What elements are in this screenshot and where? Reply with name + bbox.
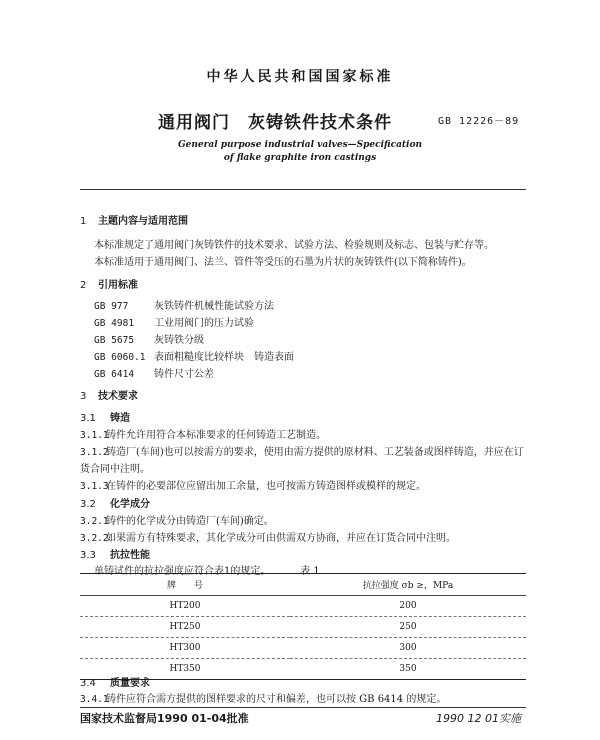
subsection-3-4-heading	[80, 674, 150, 689]
clause-3-2-2	[80, 529, 456, 544]
table-row	[80, 617, 526, 638]
clause-number: 3.1.1	[80, 430, 109, 441]
clause-text: 铸件允许用符合本标准要求的任何铸造工艺制造。	[106, 430, 326, 441]
clause-number: 3.4.1	[80, 694, 109, 705]
clause-number: 3.2.2	[80, 533, 109, 544]
table-1-caption: 表 1	[300, 566, 320, 577]
clause-3-2-1	[80, 512, 274, 527]
document-title-zh: 通用阀门 灰铸铁件技术条件	[158, 113, 392, 133]
reference-item	[94, 365, 214, 380]
clause-text: 铸件的化学成分由铸造厂(车间)确定。	[106, 516, 274, 527]
grade-cell: HT200	[80, 596, 290, 617]
strength-cell: 250	[290, 617, 526, 638]
clause-number: 3.1.3	[80, 481, 109, 492]
strength-cell: 200	[290, 596, 526, 617]
reference-title: 灰铸铁分级	[154, 335, 204, 346]
reference-code: GB 6060.1	[94, 352, 146, 363]
grade-cell: HT300	[80, 638, 290, 659]
table-1	[80, 573, 526, 680]
reference-item	[94, 297, 274, 312]
table-header-row	[80, 574, 526, 596]
reference-item	[94, 314, 254, 329]
reference-code: GB 6414	[94, 369, 135, 380]
reference-title: 灰铁铸件机械性能试验方法	[154, 301, 274, 312]
subsection-title: 抗拉性能	[110, 550, 150, 561]
clause-number: 3.1.2	[80, 447, 109, 458]
column-header-tensile-strength: 抗拉强度 σb ≥，MPa	[290, 574, 526, 596]
section-title: 主题内容与适用范围	[98, 216, 188, 227]
document-title-en-line2: of flake graphite iron castings	[223, 153, 377, 163]
clause-3-4-1	[80, 690, 446, 705]
clause-text-line-1: 铸造厂(车间)也可以按需方的要求，使用由需方提供的原材料、工艺装备或图样铸造，并应在订	[106, 447, 524, 458]
subsection-3-1-heading	[80, 409, 130, 424]
standard-category-title: 中华人民共和国国家标准	[206, 69, 394, 85]
clause-3-1-1	[80, 426, 326, 441]
section-1-paragraph-2: 本标准适用于通用阀门、法兰、管件等受压的石墨为片状的灰铸铁件(以下简称铸件)。	[94, 257, 472, 268]
table-row	[80, 596, 526, 617]
section-1-heading	[80, 212, 188, 227]
reference-title: 表面粗糙度比较样块 铸造表面	[154, 352, 294, 363]
reference-item	[94, 348, 294, 363]
grade-cell: HT350	[80, 659, 290, 680]
reference-title: 铸件尺寸公差	[154, 369, 214, 380]
strength-cell: 300	[290, 638, 526, 659]
reference-code: GB 977	[94, 301, 129, 312]
section-1-paragraph-1: 本标准规定了通用阀门灰铸铁件的技术要求、试验方法、检验规则及标志、包装与贮存等。	[94, 240, 494, 251]
section-number: 2	[80, 280, 87, 291]
section-number: 1	[80, 216, 87, 227]
table-row	[80, 638, 526, 659]
footer-divider	[80, 707, 526, 708]
subsection-number: 3.4	[80, 678, 96, 689]
subsection-title: 铸造	[110, 413, 130, 424]
standard-code: GB 12226－89	[438, 116, 520, 127]
header-divider	[80, 189, 526, 190]
subsection-3-2-heading	[80, 495, 150, 510]
approval-line: 国家技术监督局1990 01-04批准	[80, 712, 249, 725]
reference-item	[94, 331, 204, 346]
section-2-heading	[80, 276, 138, 291]
document-title-en-line1: General purpose industrial valves—Specification	[177, 140, 423, 150]
subsection-3-3-paragraph: 单铸试件的抗拉强度应符合表1的规定。	[94, 566, 271, 577]
section-number: 3	[80, 391, 87, 402]
reference-title: 工业用阀门的压力试验	[154, 318, 254, 329]
clause-3-1-2-continued: 货合同中注明。	[80, 464, 150, 475]
clause-text: 在铸件的必要部位应留出加工余量，也可按需方铸造图样或模样的规定。	[106, 481, 426, 492]
strength-cell: 350	[290, 659, 526, 680]
implementation-date: 1990 12 01实施	[436, 712, 521, 725]
reference-code: GB 4981	[94, 318, 135, 329]
subsection-number: 3.3	[80, 550, 96, 561]
section-3-heading	[80, 387, 138, 402]
clause-text: 铸件应符合需方提供的图样要求的尺寸和偏差，也可以按 GB 6414 的规定。	[106, 694, 447, 705]
subsection-number: 3.1	[80, 413, 96, 424]
clause-3-1-2	[80, 443, 524, 458]
reference-code: GB 5675	[94, 335, 135, 346]
grade-cell: HT250	[80, 617, 290, 638]
section-title: 引用标准	[98, 280, 138, 291]
section-title: 技术要求	[98, 391, 138, 402]
clause-text: 如果需方有特殊要求，其化学成分可由供需双方协商，并应在订货合同中注明。	[106, 533, 456, 544]
subsection-title: 化学成分	[110, 499, 150, 510]
subsection-3-3-heading	[80, 546, 150, 561]
subsection-title: 质量要求	[110, 678, 150, 689]
clause-3-1-3	[80, 477, 426, 492]
column-header-grade: 牌 号	[80, 574, 290, 596]
subsection-number: 3.2	[80, 499, 96, 510]
clause-number: 3.2.1	[80, 516, 109, 527]
